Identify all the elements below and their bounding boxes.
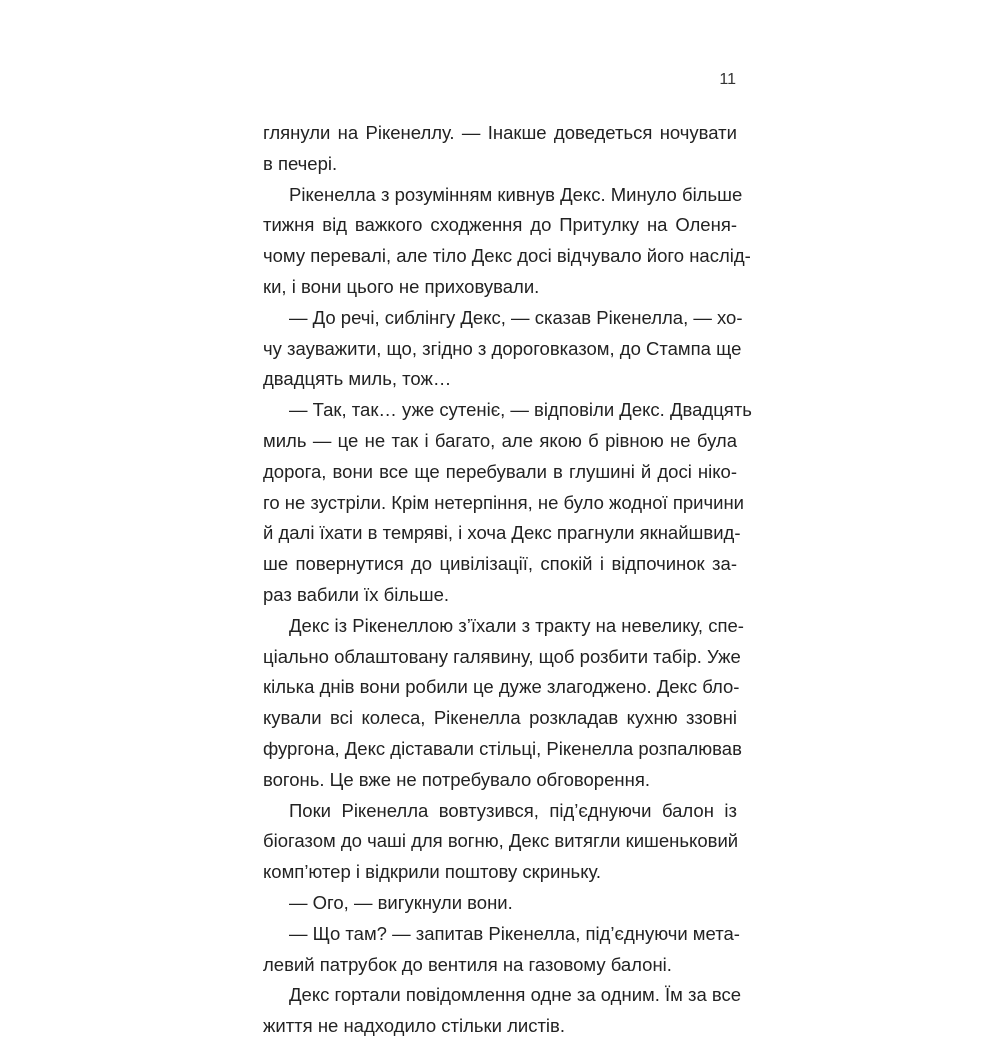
text-line: Рікенелла з розумінням кивнув Декс. Минуло більше xyxy=(289,183,743,205)
text-line: біогазом до чаші для вогню, Декс витягли кишеньковий xyxy=(263,830,739,852)
text-line: вогонь. Це вже не потребувало обговорення. xyxy=(263,768,650,790)
text-line: кували всі колеса, Рікенелла розкладав кухню ззовні xyxy=(263,707,737,729)
text-line: ціально облаштовану галявину, щоб розбити табір. Уже xyxy=(263,645,741,667)
text-line: го не зустріли. Крім нетерпіння, не було жодної причини xyxy=(263,491,744,513)
text-line: фургона, Декс діставали стільці, Рікенелла розпалював xyxy=(263,737,742,759)
text-line: — Ого, — вигукнули вони. xyxy=(289,891,513,913)
text-line: глянули на Рікенеллу. — Інакше доведеться ночувати xyxy=(263,122,737,143)
text-line: — Так, так… уже сутеніє, — відповіли Декс. Двадцять xyxy=(289,399,752,421)
text-line: двадцять миль, тож… xyxy=(263,368,452,390)
text-line: Декс із Рікенеллою з’їхали з тракту на невелику, спе- xyxy=(289,614,744,636)
text-line: чому перевалі, але тіло Декс досі відчувало його наслід- xyxy=(263,245,751,267)
text-line: тижня від важкого сходження до Притулку на Оленя- xyxy=(263,214,737,236)
text-line: чу зауважити, що, згідно з дороговказом, до Стампа ще xyxy=(263,337,742,359)
text-line: Поки Рікенелла вовтузився, під’єднуючи балон із xyxy=(289,799,737,821)
text-line: в печері. xyxy=(263,152,338,174)
text-line: миль — це не так і багато, але якою б рівною не була xyxy=(263,429,737,451)
body-text xyxy=(263,118,752,1042)
text-line: життя не надходило стільки листів. xyxy=(263,1015,566,1037)
page-number: 11 xyxy=(719,71,736,88)
text-line: левий патрубок до вентиля на газовому балоні. xyxy=(263,953,672,975)
text-line: комп’ютер і відкрили поштову скриньку. xyxy=(263,861,602,883)
text-line: кілька днів вони робили це дуже злагоджено. Декс бло- xyxy=(263,676,740,698)
text-line: ки, і вони цього не приховували. xyxy=(263,275,540,297)
text-line: Декс гортали повідомлення одне за одним. Їм за все xyxy=(289,984,742,1006)
text-line: дорога, вони все ще перебували в глушині й досі ніко- xyxy=(263,460,737,482)
text-line: — До речі, сиблінгу Декс, — сказав Рікенелла, — хо- xyxy=(289,306,743,328)
text-line: — Що там? — запитав Рікенелла, під’єднуючи мета- xyxy=(289,922,740,944)
text-line: й далі їхати в темряві, і хоча Декс прагнули якнайшвид- xyxy=(263,522,741,544)
text-line: раз вабили їх більше. xyxy=(263,583,450,605)
text-line: ше повернутися до цивілізації, спокій і відпочинок за- xyxy=(263,553,737,575)
